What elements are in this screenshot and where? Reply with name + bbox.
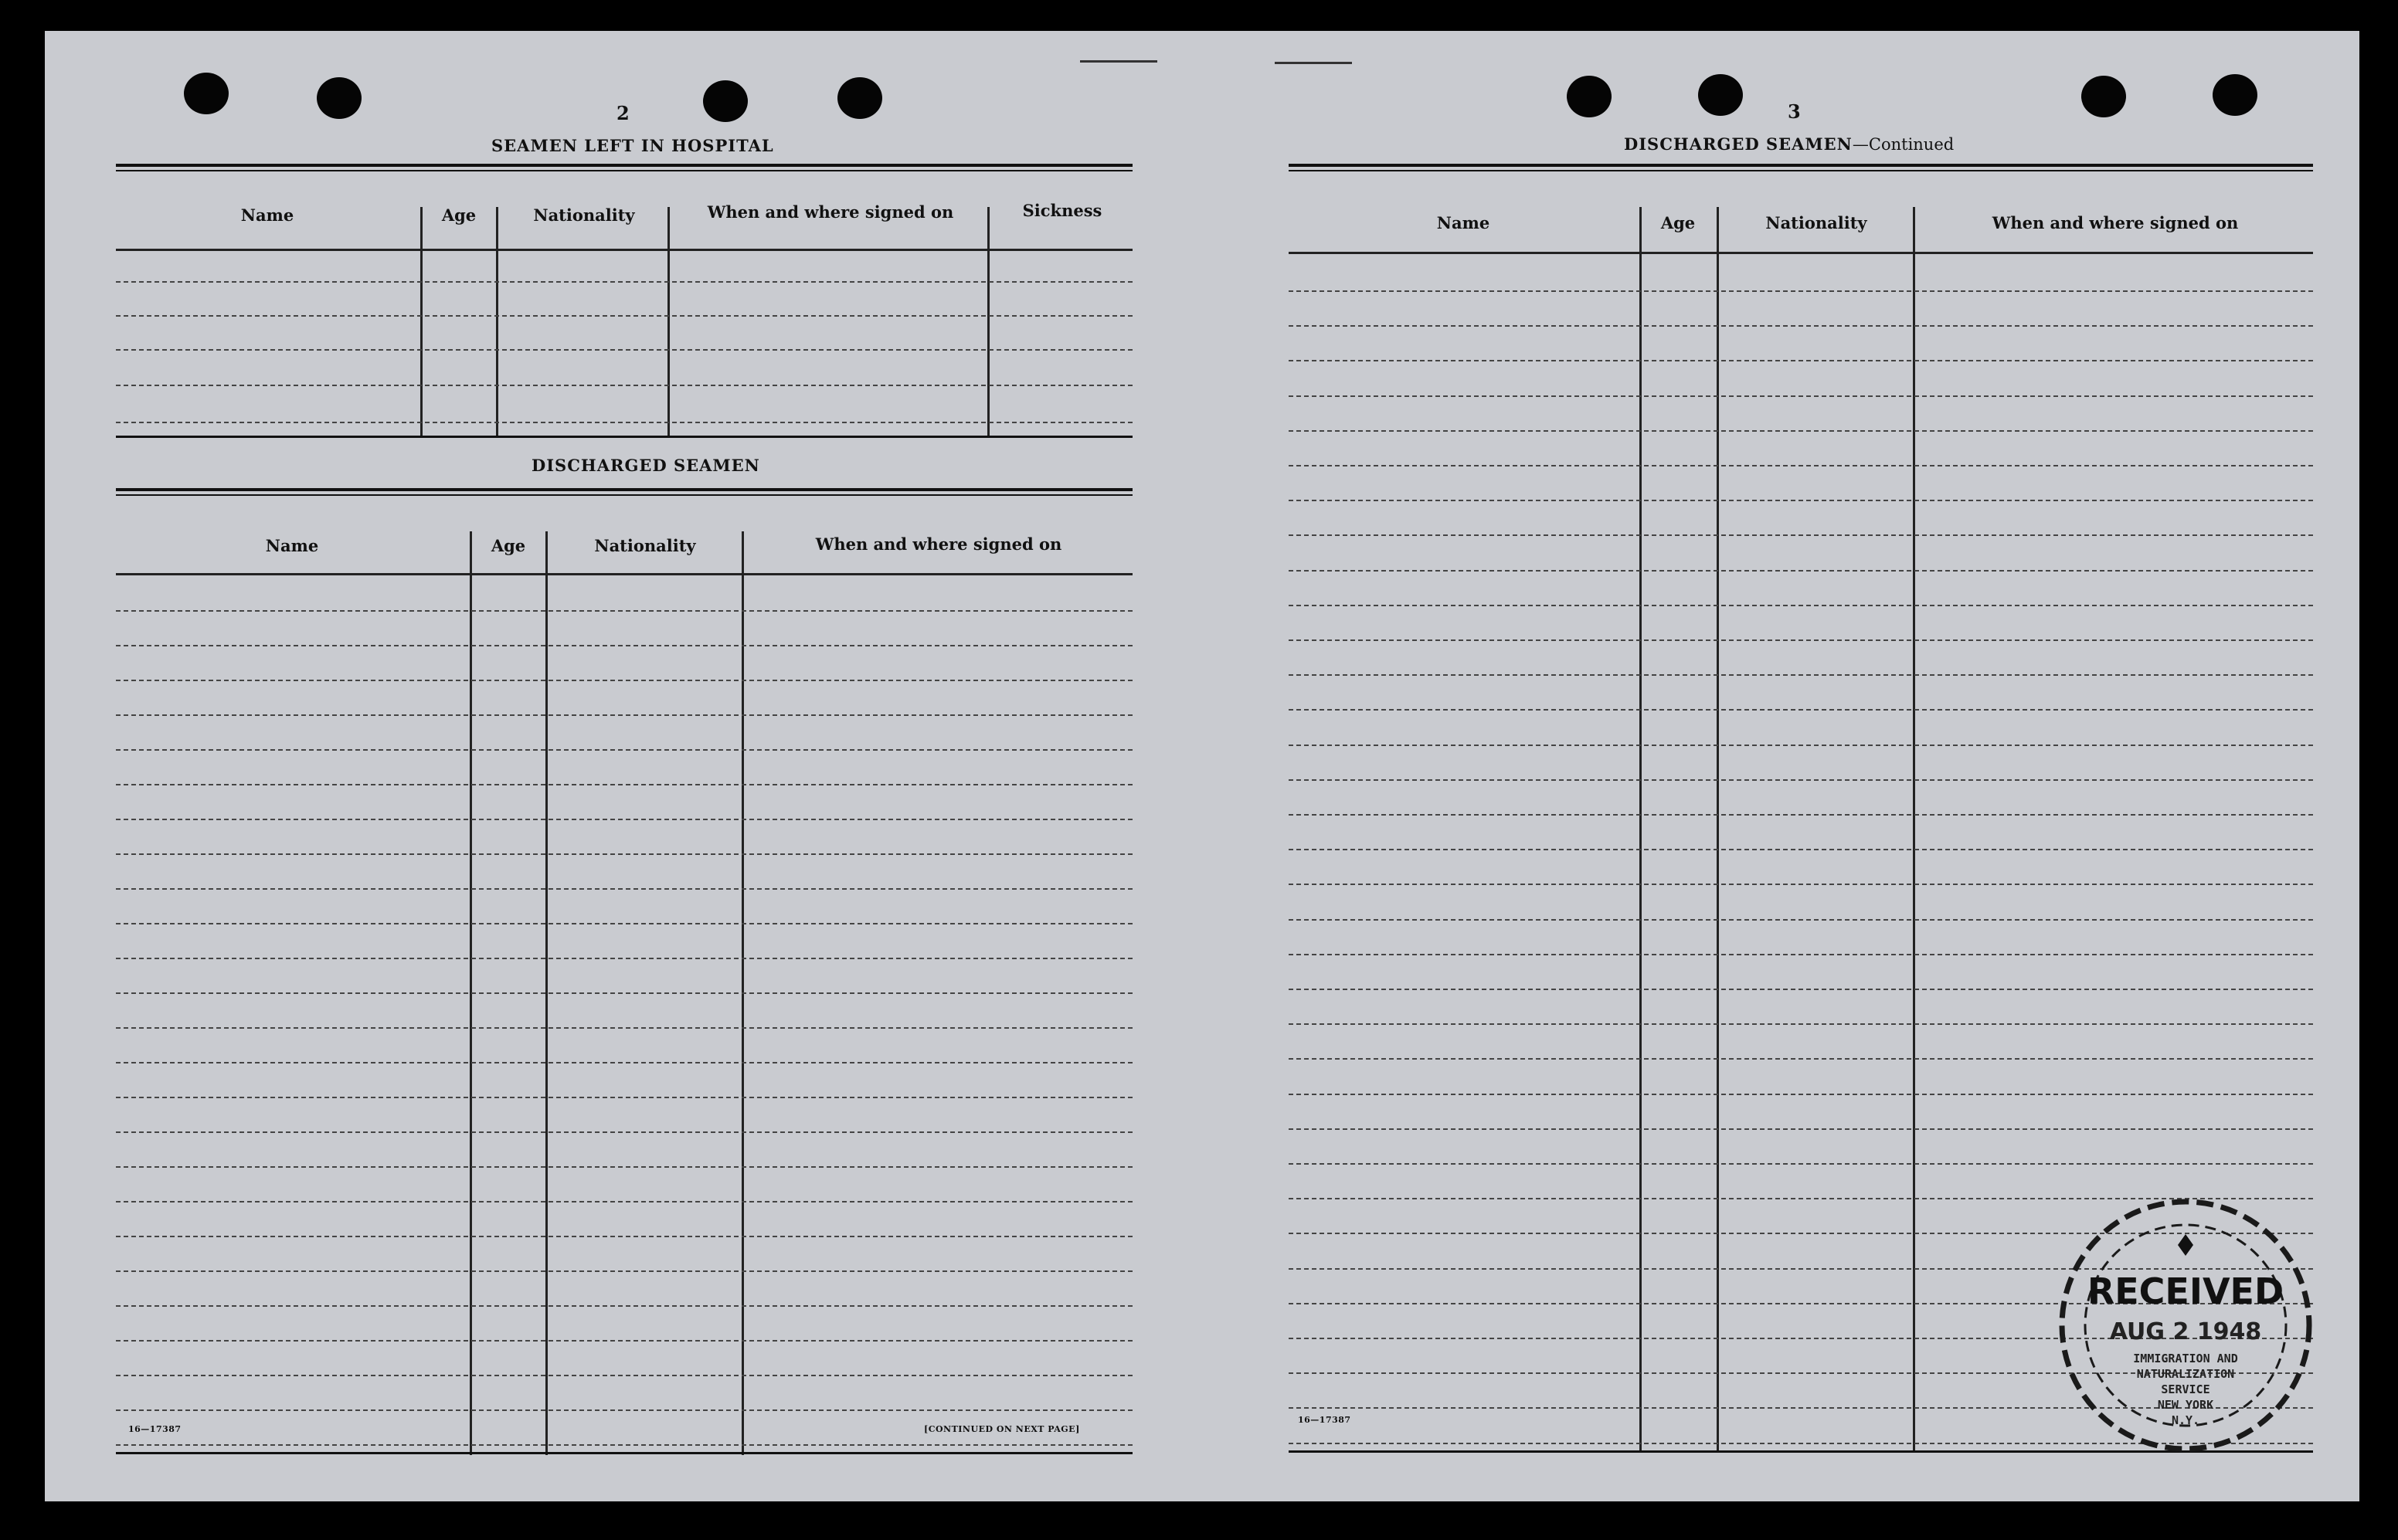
blank-row-line (1289, 1023, 2313, 1025)
blank-row-line (116, 1062, 1133, 1063)
blank-row-line (116, 645, 1133, 646)
blank-row-line (1289, 534, 2313, 536)
blank-row-line (1289, 709, 2313, 711)
blank-row-line (1289, 814, 2313, 816)
blank-row-line (1289, 500, 2313, 501)
discharged-table-left (116, 488, 1133, 1461)
discharged-left-col-nationality: Nationality (594, 536, 696, 555)
punch-hole (837, 77, 882, 119)
blank-row-line (1289, 745, 2313, 746)
blank-row-line (1289, 919, 2313, 921)
hospital-col-signed-on: When and where signed on (707, 202, 954, 222)
blank-row-line (1289, 779, 2313, 781)
discharged-title-right-text: DISCHARGED SEAMEN (1624, 134, 1853, 154)
blank-row-line (116, 1270, 1133, 1272)
punch-hole (2081, 76, 2126, 117)
blank-row-line (116, 714, 1133, 716)
blank-row-line (1289, 849, 2313, 850)
blank-row-line (1289, 1058, 2313, 1060)
blank-row-line (1289, 290, 2313, 292)
hospital-table (116, 164, 1133, 437)
blank-row-line (1289, 360, 2313, 361)
blank-row-line (116, 853, 1133, 855)
blank-row-line (116, 923, 1133, 924)
blank-row-line (1289, 954, 2313, 955)
document-sheet (45, 31, 2359, 1501)
blank-row-line (1289, 430, 2313, 432)
blank-row-line (1289, 1163, 2313, 1165)
blank-row-line (116, 1409, 1133, 1411)
hospital-col-name: Name (240, 205, 294, 225)
blank-row-line (116, 784, 1133, 785)
discharged-section-title-left: DISCHARGED SEAMEN (532, 456, 760, 475)
blank-row-line (116, 1340, 1133, 1342)
punch-hole (1567, 76, 1612, 117)
punch-hole (2213, 74, 2257, 116)
fold-mark (1080, 60, 1157, 63)
form-number-left: 16—17387 (128, 1424, 182, 1434)
blank-row-line (116, 610, 1133, 612)
stamp-line3: SERVICE (2161, 1382, 2210, 1396)
blank-row-line (1289, 884, 2313, 885)
discharged-right-col-nationality: Nationality (1765, 213, 1867, 232)
discharged-right-col-signed-on: When and where signed on (1992, 213, 2239, 232)
form-number-right: 16—17387 (1298, 1415, 1351, 1425)
blank-row-line (1289, 674, 2313, 676)
blank-row-line (116, 819, 1133, 820)
punch-hole (703, 80, 748, 122)
hospital-section-title: SEAMEN LEFT IN HOSPITAL (491, 136, 774, 155)
punch-hole (1698, 74, 1743, 116)
discharged-left-col-name: Name (265, 536, 319, 555)
blank-row-line (1289, 465, 2313, 466)
blank-row-line (116, 992, 1133, 994)
received-stamp (2043, 1180, 2328, 1474)
blank-row-line (1289, 1128, 2313, 1130)
hospital-col-sickness: Sickness (1022, 201, 1102, 220)
blank-row-line (116, 958, 1133, 959)
blank-row-line (116, 680, 1133, 681)
continued-note: [CONTINUED ON NEXT PAGE] (924, 1424, 1080, 1434)
blank-row-line (1289, 639, 2313, 641)
page-number-right: 3 (1788, 100, 1801, 123)
discharged-left-col-signed-on: When and where signed on (815, 534, 1062, 554)
discharged-section-title-right (1624, 134, 1954, 154)
page-number-left: 2 (616, 102, 630, 124)
punch-hole (184, 73, 229, 114)
discharged-right-col-name: Name (1436, 213, 1490, 232)
stamp-heading: RECEIVED (2087, 1270, 2284, 1312)
blank-row-line (116, 1305, 1133, 1307)
blank-row-line (116, 1236, 1133, 1237)
blank-row-line (1289, 1094, 2313, 1095)
blank-row-line (116, 749, 1133, 751)
blank-row-line (116, 1166, 1133, 1168)
stamp-date: AUG 2 1948 (2109, 1318, 2262, 1345)
blank-row-line (116, 1027, 1133, 1029)
blank-row-line (116, 888, 1133, 890)
blank-row-line (1289, 570, 2313, 572)
discharged-left-col-age: Age (491, 536, 526, 555)
blank-row-line (116, 1201, 1133, 1202)
stamp-line5: N.Y. (2171, 1413, 2200, 1427)
punch-hole (317, 77, 362, 119)
blank-row-line (116, 1375, 1133, 1376)
discharged-title-continued: —Continued (1852, 135, 1955, 154)
discharged-right-col-age: Age (1660, 213, 1696, 232)
blank-row-line (116, 1097, 1133, 1098)
hospital-col-nationality: Nationality (533, 205, 635, 225)
hospital-col-age: Age (441, 205, 477, 225)
blank-row-line (1289, 989, 2313, 990)
blank-row-line (1289, 325, 2313, 327)
blank-row-line (116, 1131, 1133, 1133)
stamp-line2: NATURALIZATION (2136, 1367, 2235, 1381)
fold-mark (1275, 62, 1352, 64)
stamp-line4: NEW YORK (2157, 1398, 2214, 1412)
blank-row-line (1289, 605, 2313, 606)
blank-row-line (1289, 395, 2313, 397)
stamp-line1: IMMIGRATION AND (2133, 1352, 2238, 1365)
blank-row-line (116, 1444, 1133, 1446)
